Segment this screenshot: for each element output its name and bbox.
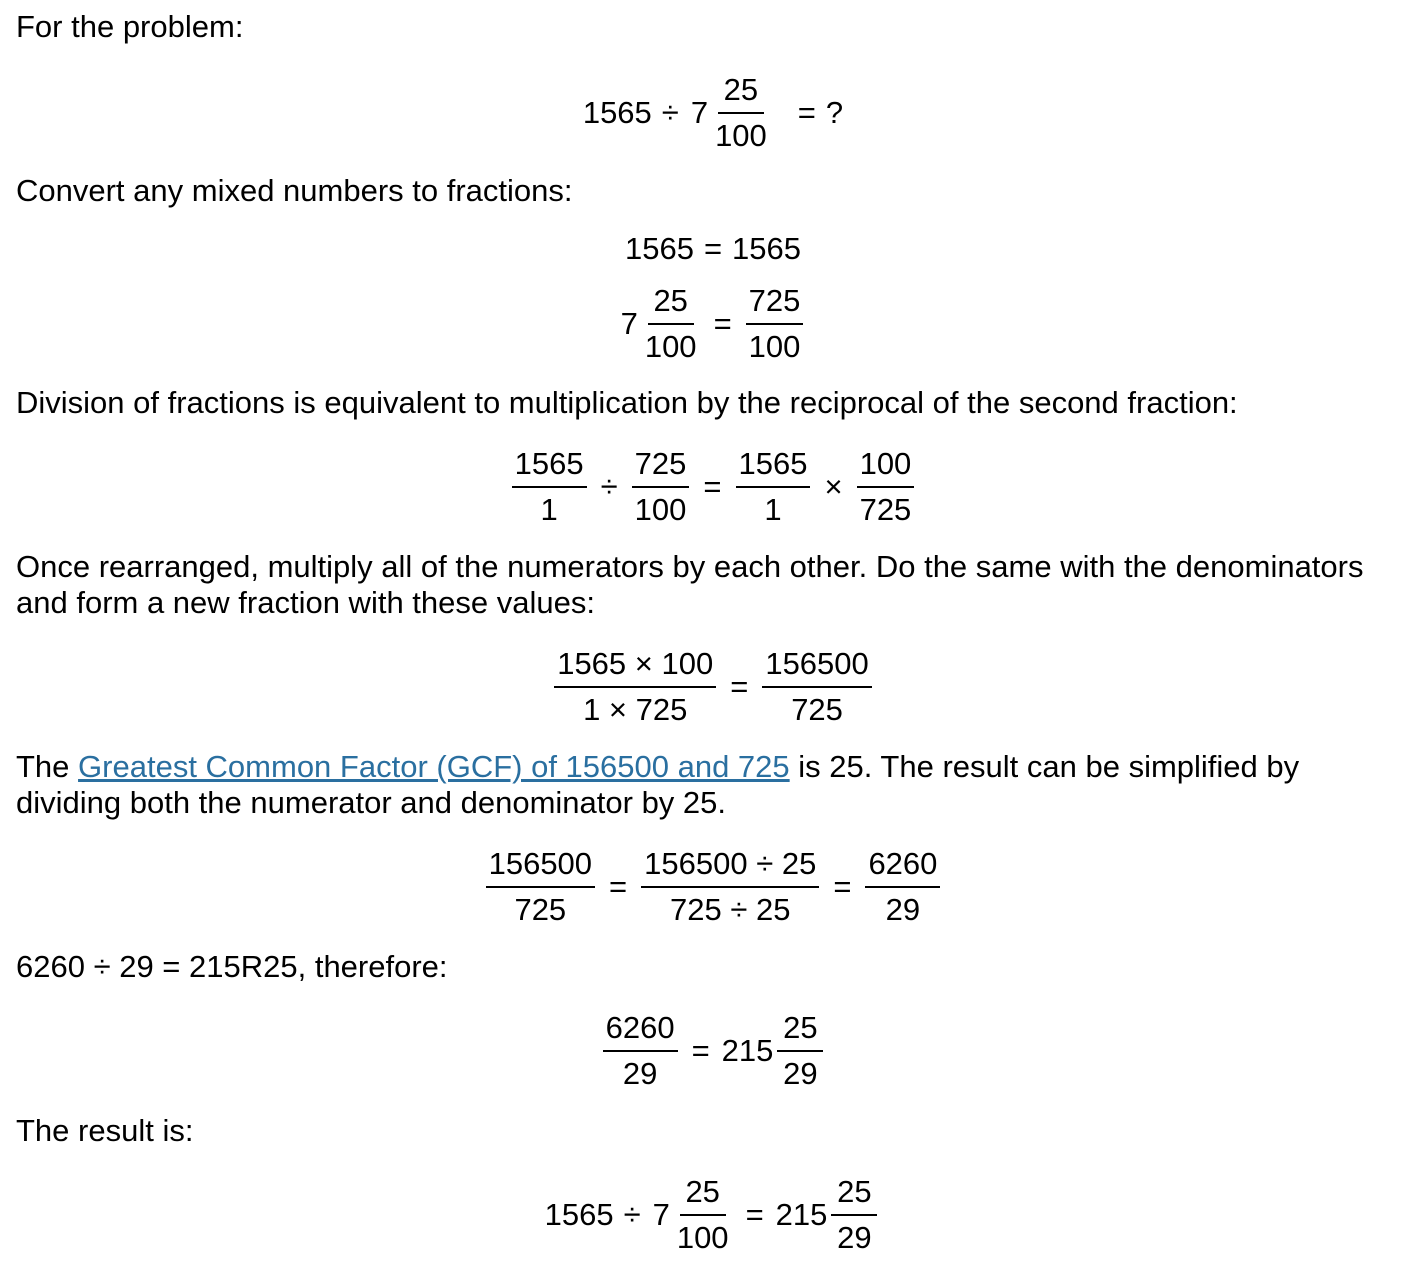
convert-line-1: [0, 231, 1426, 267]
denominator: 100: [715, 118, 767, 153]
denominator: 100: [634, 492, 687, 527]
denominator: 725: [791, 692, 843, 727]
result-equation: [0, 1175, 1426, 1255]
multiplication-sign: ×: [824, 469, 843, 504]
convert-left: 1565: [624, 231, 694, 266]
fraction-3: [861, 847, 944, 927]
denominator: 725: [514, 892, 567, 927]
result-dividend: 1565: [544, 1197, 614, 1232]
improper-fraction: [742, 284, 808, 364]
numerator: 100: [857, 447, 915, 488]
mixed-whole: 7: [620, 306, 638, 341]
gcf-suffix: is 25. The result can be simplified by: [798, 749, 1300, 784]
denominator: 1: [540, 492, 558, 527]
problem-dividend: 1565: [582, 95, 652, 130]
mixed-whole: 7: [690, 95, 709, 130]
reciprocal-equation: [0, 447, 1426, 527]
numerator: 725: [746, 284, 804, 325]
equals-sign: =: [745, 1197, 764, 1232]
denominator: 1: [764, 492, 782, 527]
denominator: 29: [885, 892, 921, 927]
multiply-heading-line-2: and form a new fraction with these values:: [16, 585, 595, 620]
convert-line-2: [0, 284, 1426, 364]
numerator: 156500: [486, 847, 595, 888]
denominator: 29: [622, 1056, 658, 1091]
numerator: 6260: [865, 847, 940, 888]
fraction-4: [853, 447, 919, 527]
gcf-link[interactable]: Greatest Common Factor (GCF) of 156500 and 725: [78, 749, 790, 784]
unknown-mark: ?: [825, 95, 844, 130]
result-fraction: [758, 647, 875, 727]
numerator: 6260: [603, 1011, 678, 1052]
numerator: 25: [648, 284, 694, 325]
division-sign: ÷: [661, 95, 679, 130]
gcf-paragraph-line-2: dividing both the numerator and denominator by 25.: [16, 785, 727, 820]
fraction-1: [508, 447, 591, 527]
result-fraction: [827, 1175, 881, 1255]
intro-text: For the problem:: [16, 9, 244, 44]
numerator: 725: [632, 447, 690, 488]
gcf-prefix: The: [16, 749, 70, 784]
equals-sign: =: [703, 231, 723, 266]
numerator: 156500: [762, 647, 871, 688]
denominator: 725 ÷ 25: [670, 892, 791, 927]
fraction-2: [628, 447, 694, 527]
divisor-fraction: [670, 1175, 736, 1255]
mixed-whole: 7: [652, 1197, 670, 1232]
division-sign: ÷: [600, 469, 618, 504]
mixed-whole: 215: [721, 1033, 774, 1068]
fraction-2: [637, 847, 823, 927]
product-fraction: [550, 647, 720, 727]
mixed-fraction: [773, 1011, 827, 1091]
equals-sign: =: [691, 1033, 710, 1068]
numerator: 25: [831, 1175, 877, 1216]
problem-equation: [0, 73, 1426, 153]
denominator: 725: [859, 492, 912, 527]
multiply-heading-line-1: Once rearranged, multiply all of the numerators by each other. Do the same with the denominators: [16, 549, 1364, 584]
denominator: 100: [748, 329, 801, 364]
division-sign: ÷: [623, 1197, 641, 1232]
equals-sign: =: [797, 95, 816, 130]
denominator: 29: [783, 1056, 818, 1091]
denominator: 1 × 725: [583, 692, 688, 727]
numerator: 156500 ÷ 25: [641, 847, 819, 888]
fraction-3: [732, 447, 815, 527]
denominator: 29: [837, 1220, 872, 1255]
remainder-text: 6260 ÷ 29 = 215R25, therefore:: [16, 949, 448, 984]
convert-heading: Convert any mixed numbers to fractions:: [16, 173, 573, 208]
reciprocal-heading: Division of fractions is equivalent to multiplication by the reciprocal of the second fraction:: [16, 385, 1238, 420]
equals-sign: =: [703, 469, 722, 504]
denominator: 100: [676, 1220, 729, 1255]
result-whole: 215: [775, 1197, 828, 1232]
multiply-equation: [0, 647, 1426, 727]
equals-sign: =: [730, 669, 749, 704]
fraction-1: [482, 847, 599, 927]
improper-fraction: [599, 1011, 682, 1091]
numerator: 1565: [736, 447, 811, 488]
result-heading: The result is:: [16, 1113, 194, 1148]
numerator: 25: [718, 73, 764, 114]
equals-sign: =: [833, 869, 852, 904]
simplify-equation: [0, 847, 1426, 927]
problem-fraction: [708, 73, 774, 153]
remainder-equation: [0, 1011, 1426, 1091]
equals-sign: =: [713, 306, 732, 341]
equals-sign: =: [609, 869, 628, 904]
numerator: 1565 × 100: [554, 647, 716, 688]
gcf-paragraph-line-1: [16, 749, 1299, 785]
numerator: 25: [777, 1011, 823, 1052]
convert-right: 1565: [732, 231, 802, 266]
denominator: 100: [644, 329, 697, 364]
mixed-fraction: [638, 284, 704, 364]
numerator: 25: [680, 1175, 726, 1216]
numerator: 1565: [512, 447, 587, 488]
